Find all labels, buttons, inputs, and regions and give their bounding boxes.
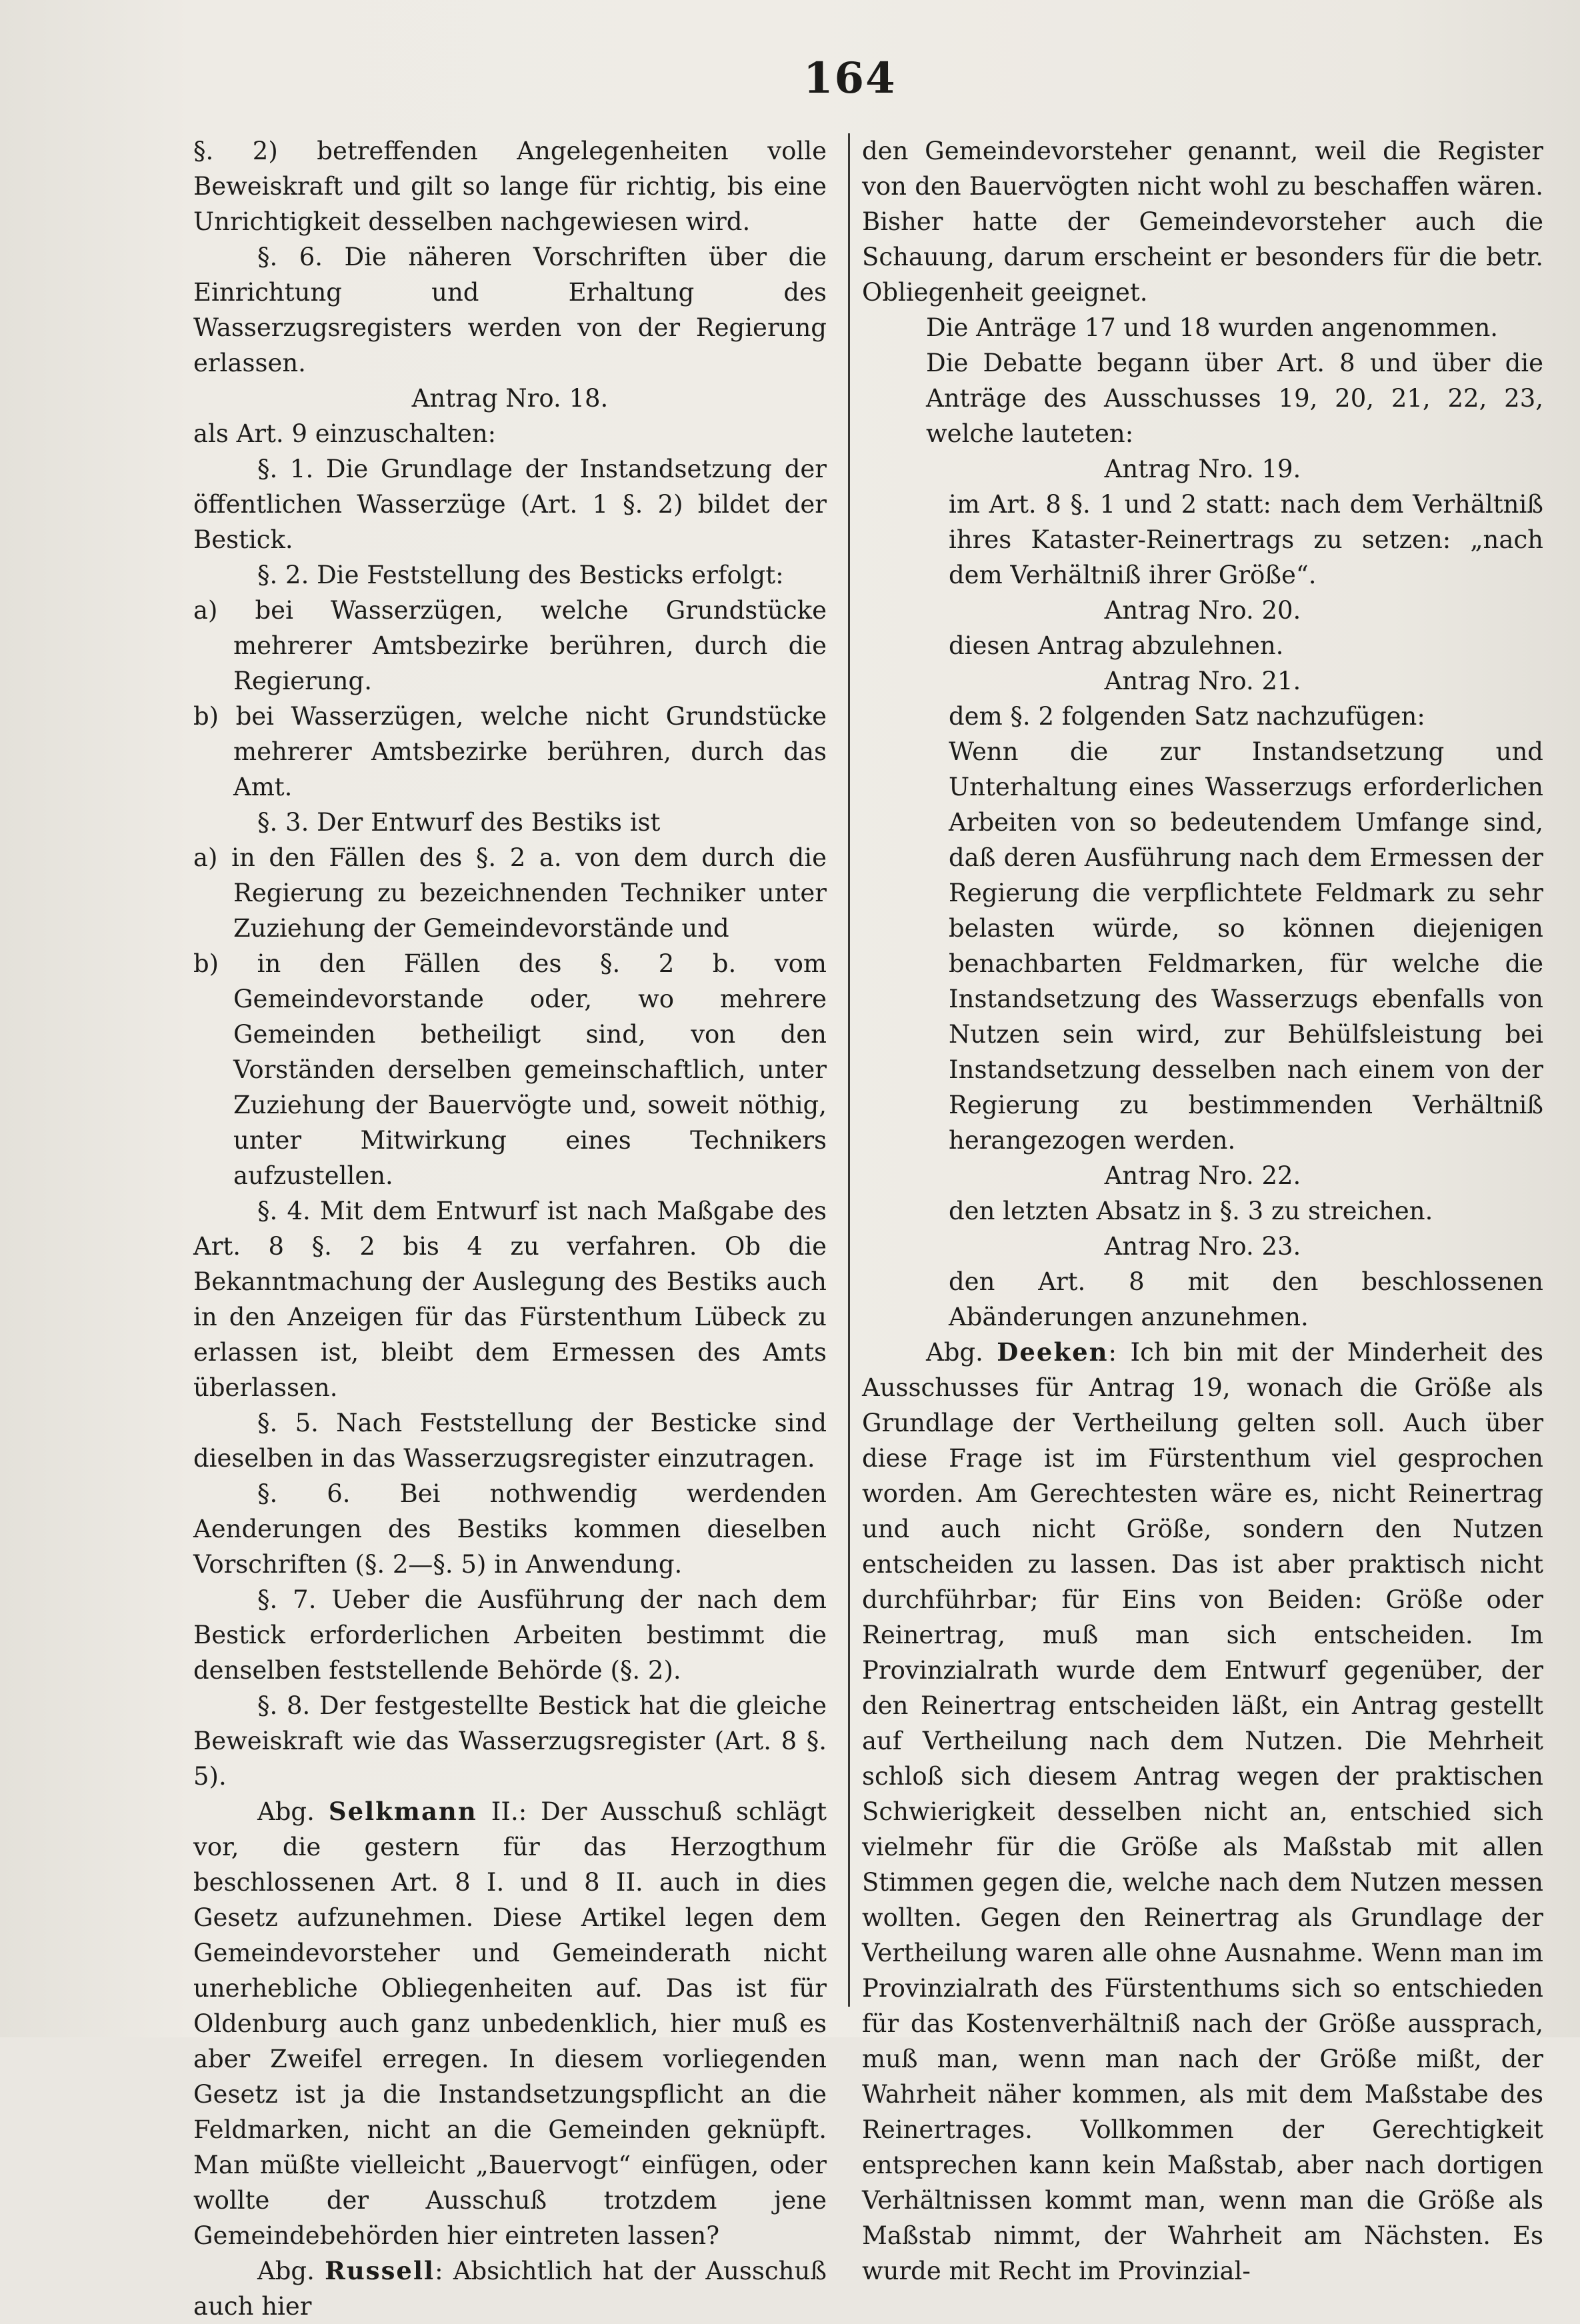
speech-text: Ich bin mit der Minderheit des Ausschusses für Antrag 19, wonach die Größe als Grundlage der Vertheilung gelten soll. Auch über diese Frage ist im Fürstenthum viel gesprochen worden. Am Gerechtesten wäre es, nicht Reinertrag und auch nicht Größe, sondern den Nutzen entscheiden zu lassen. Das ist aber praktisch nicht durchführbar; für Eins von Beiden: Größe oder Reinertrag, muß man sich entscheiden. Im Provinzialrath wurde dem Entwurf gegenüber, der den Reinertrag entscheiden läßt, ein Antrag gestellt auf Vertheilung nach dem Nutzen. Die Mehrheit schloß sich diesem Antrag wegen der praktischen Schwierigkeit desselben nicht an, entschied sich vielmehr für die Größe als Maßstab mit allen Stimmen gegen die, welche nach dem Nutzen messen wollten. Gegen den Reinertrag als Grundlage der Vertheilung waren alle ohne Ausnahme. Wenn man im Provinzialrath des Fürstenthums sich so entschieden für das Kostenverhältniß nach der Größe aussprach, muß man, wenn man nach der Größe mißt, der Wahrheit näher kommen, als mit dem Maßstabe des Reinertrages. Vollkommen der Gerechtigkeit entsprechen kann kein Maßstab, aber nach dortigen Verhältnissen kommt man, wenn man die Größe als Maßstab nimmt, der Wahrheit am Nächsten. Es wurde mit Recht im Provinzial- (862, 1338, 1543, 2285)
left-column-paragraph: §. 6. Bei nothwendig werdenden Aenderungen des Bestiks kommen dieselben Vorschriften (§. 2—§. 5) in Anwendung. (193, 1479, 827, 1579)
left-column (193, 133, 827, 2324)
left-column-paragraph: Antrag Nro. 18. (411, 384, 609, 413)
right-column-paragraph: Wenn die zur Instandsetzung und Unterhaltung eines Wasserzugs erforderlichen Arbeiten von so bedeutendem Umfange sind, daß deren Ausführung nach dem Ermessen der Regierung die verpflichtete Feldmark zu sehr belasten würde, so können diejenigen benachbarten Feldmarken, für welche die Instandsetzung des Wasserzugs ebenfalls von Nutzen sein wird, zur Behülfsleistung bei Instandsetzung desselben nach einem von der Regierung zu bestimmenden Verhältniß herangezogen werden. (949, 737, 1543, 1155)
left-column-paragraph (193, 1794, 827, 2253)
left-column-paragraph: §. 1. Die Grundlage der Instandsetzung der öffentlichen Wasserzüge (Art. 1 §. 2) bildet der Bestick. (193, 455, 827, 554)
left-column-paragraph: b) in den Fällen des §. 2 b. vom Gemeindevorstande oder, wo mehrere Gemeinden betheiligt sind, von den Vorständen derselben gemeinschaftlich, unter Zuziehung der Bauervögte und, soweit nöthig, unter Mitwirkung eines Technikers aufzustellen. (193, 949, 827, 1190)
left-column-paragraph: §. 2) betreffenden Angelegenheiten volle Beweiskraft und gilt so lange für richtig, bis eine Unrichtigkeit desselben nachgewiesen wird. (193, 137, 827, 236)
speaker-name: Russell (325, 2256, 435, 2285)
right-column-paragraph: Die Anträge 17 und 18 wurden angenommen. (926, 313, 1499, 342)
page-number: 164 (803, 53, 897, 103)
right-column-paragraph: Antrag Nro. 21. (1104, 667, 1301, 695)
left-column-paragraph: b) bei Wasserzügen, welche nicht Grundstücke mehrerer Amtsbezirke berühren, durch das Amt. (193, 702, 827, 801)
left-column-paragraph: §. 8. Der festgestellte Bestick hat die gleiche Beweiskraft wie das Wasserzugsregister (Art. 8 §. 5). (193, 1691, 827, 1791)
left-column-paragraph: als Art. 9 einzuschalten: (193, 419, 497, 448)
right-column-paragraph: Die Debatte begann über Art. 8 und über die Anträge des Ausschusses 19, 20, 21, 22, 23, welche lauteten: (926, 349, 1543, 448)
right-column-paragraph: den Art. 8 mit den beschlossenen Abänderungen anzunehmen. (949, 1267, 1543, 1331)
right-column-paragraph: den letzten Absatz in §. 3 zu streichen. (949, 1197, 1433, 1225)
right-column-paragraph: dem §. 2 folgenden Satz nachzufügen: (949, 702, 1425, 731)
left-column-paragraph: §. 6. Die näheren Vorschriften über die Einrichtung und Erhaltung des Wasserzugsregisters werden von der Regierung erlassen. (193, 243, 827, 377)
right-column-paragraph: Antrag Nro. 23. (1104, 1232, 1301, 1261)
column-divider (848, 133, 850, 2007)
right-column-paragraph: Antrag Nro. 19. (1104, 455, 1301, 483)
left-column-paragraph: §. 3. Der Entwurf des Bestiks ist (257, 808, 661, 837)
speaker-suffix: II.: (477, 1797, 541, 1826)
right-column-paragraph: Antrag Nro. 22. (1104, 1161, 1301, 1190)
right-column-paragraph (862, 1335, 1543, 2289)
right-column (862, 133, 1543, 2289)
speaker-suffix: : (435, 2257, 453, 2285)
speaker-prefix: Abg. (257, 1797, 329, 1826)
right-column-paragraph: im Art. 8 §. 1 und 2 statt: nach dem Verhältniß ihres Kataster-Reinertrags zu setzen: „nach dem Verhältniß ihrer Größe“. (949, 490, 1543, 589)
left-column-paragraph: a) in den Fällen des §. 2 a. von dem durch die Regierung zu bezeichnenden Techniker unter Zuziehung der Gemeindevorstände und (193, 843, 827, 943)
left-column-paragraph (193, 2253, 827, 2324)
speaker-prefix: Abg. (257, 2257, 325, 2285)
speaker-suffix: : (1108, 1338, 1131, 1367)
right-column-paragraph: diesen Antrag abzulehnen. (949, 631, 1284, 660)
speaker-prefix: Abg. (926, 1338, 997, 1367)
left-column-paragraph: §. 7. Ueber die Ausführung der nach dem Bestick erforderlichen Arbeiten bestimmt die denselben feststellende Behörde (§. 2). (193, 1585, 827, 1685)
speech-text: Der Ausschuß schlägt vor, die gestern für das Herzogthum beschlossenen Art. 8 I. und 8 II. auch in dies Gesetz aufzunehmen. Diese Artikel legen dem Gemeindevorsteher und Gemeinderath nicht unerhebliche Obliegenheiten auf. Das ist für Oldenburg auch ganz unbedenklich, hier muß es aber Zweifel erregen. In diesem vorliegenden Gesetz ist ja die Instandsetzungspflicht an die Feldmarken, nicht an die Gemeinden geknüpft. Man müßte vielleicht „Bauervogt“ einfügen, oder wollte der Ausschuß trotzdem jene Gemeindebehörden hier eintreten lassen? (193, 1797, 827, 2250)
right-column-paragraph: Antrag Nro. 20. (1104, 596, 1301, 625)
left-column-paragraph: §. 5. Nach Feststellung der Besticke sind dieselben in das Wasserzugsregister einzutragen. (193, 1409, 827, 1473)
speech-text: Absichtlich hat der Ausschuß auch hier (193, 2257, 827, 2321)
left-column-paragraph: §. 4. Mit dem Entwurf ist nach Maßgabe des Art. 8 §. 2 bis 4 zu verfahren. Ob die Bekanntmachung der Auslegung des Bestiks auch in den Anzeigen für das Fürstenthum Lübeck zu erlassen ist, bleibt dem Ermessen des Amts überlassen. (193, 1197, 827, 1402)
speaker-name: Selkmann (328, 1797, 477, 1826)
left-column-paragraph: §. 2. Die Feststellung des Besticks erfolgt: (257, 561, 784, 589)
right-column-paragraph: den Gemeindevorsteher genannt, weil die Register von den Bauervögten nicht wohl zu beschaffen wären. Bisher hatte der Gemeindevorsteher auch die Schauung, darum erscheint er besonders für die betr. Obliegenheit geeignet. (862, 137, 1543, 307)
speaker-name: Deeken (997, 1337, 1109, 1367)
left-column-paragraph: a) bei Wasserzügen, welche Grundstücke mehrerer Amtsbezirke berühren, durch die Regierung. (193, 596, 827, 695)
